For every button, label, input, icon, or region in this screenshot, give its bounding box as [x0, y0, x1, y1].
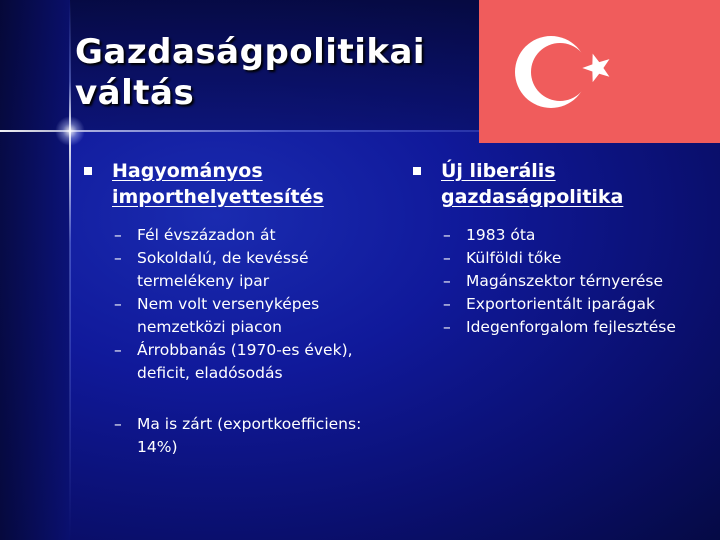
- dash-bullet: –: [114, 415, 122, 433]
- list-item-text: Idegenforgalom fejlesztése: [466, 318, 676, 336]
- left-column: [84, 158, 414, 459]
- list-item: [84, 293, 414, 339]
- right-heading-line-2: gazdaságpolitika: [441, 186, 624, 208]
- slide-title: [75, 32, 425, 114]
- list-item-text: nemzetközi piacon: [137, 318, 282, 336]
- list-item: [84, 339, 414, 385]
- title-line-2: váltás: [75, 73, 195, 113]
- list-item-text: Ma is zárt (exportkoefficiens:: [137, 415, 362, 433]
- dash-bullet: –: [443, 272, 451, 290]
- dash-bullet: –: [443, 226, 451, 244]
- right-heading-line-1: Új liberális: [441, 160, 556, 182]
- list-spacer: [84, 385, 414, 413]
- dash-bullet: –: [114, 341, 122, 359]
- crescent-star-icon: [479, 0, 720, 143]
- right-list: [413, 224, 718, 339]
- dash-bullet: –: [114, 226, 122, 244]
- list-item: [84, 224, 414, 247]
- list-item-text: termelékeny ipar: [137, 272, 270, 290]
- list-item-text: Magánszektor térnyerése: [466, 272, 664, 290]
- dash-bullet: –: [443, 318, 451, 336]
- list-item-text: Exportorientált iparágak: [466, 295, 655, 313]
- list-item-text: Külföldi tőke: [466, 249, 562, 267]
- list-item: [413, 316, 718, 339]
- left-band: [0, 0, 70, 540]
- list-item-text: Nem volt versenyképes: [137, 295, 320, 313]
- list-item: [84, 413, 414, 459]
- list-item: [413, 270, 718, 293]
- turkey-flag-icon: [479, 0, 720, 143]
- list-item: [413, 293, 718, 316]
- right-column: [413, 158, 718, 339]
- light-flare: [55, 116, 85, 146]
- list-item-text: Árrobbanás (1970-es évek),: [137, 341, 353, 359]
- dash-bullet: –: [114, 295, 122, 313]
- square-bullet-icon: [84, 167, 92, 175]
- left-heading-line-2: importhelyettesítés: [112, 186, 324, 208]
- dash-bullet: –: [443, 249, 451, 267]
- left-heading: [84, 158, 414, 210]
- dash-bullet: –: [114, 249, 122, 267]
- list-item-text: deficit, eladósodás: [137, 364, 283, 382]
- list-item-text: 14%): [137, 438, 178, 456]
- dash-bullet: –: [443, 295, 451, 313]
- left-heading-line-1: Hagyományos: [112, 160, 263, 182]
- left-list: [84, 224, 414, 459]
- square-bullet-icon: [413, 167, 421, 175]
- right-heading: [413, 158, 718, 210]
- vertical-divider: [69, 0, 71, 540]
- list-item-text: Sokoldalú, de kevéssé: [137, 249, 309, 267]
- title-line-1: Gazdaságpolitikai: [75, 32, 426, 72]
- list-item: [84, 247, 414, 293]
- list-item: [413, 224, 718, 247]
- list-item: [413, 247, 718, 270]
- list-item-text: 1983 óta: [466, 226, 536, 244]
- list-item-text: Fél évszázadon át: [137, 226, 276, 244]
